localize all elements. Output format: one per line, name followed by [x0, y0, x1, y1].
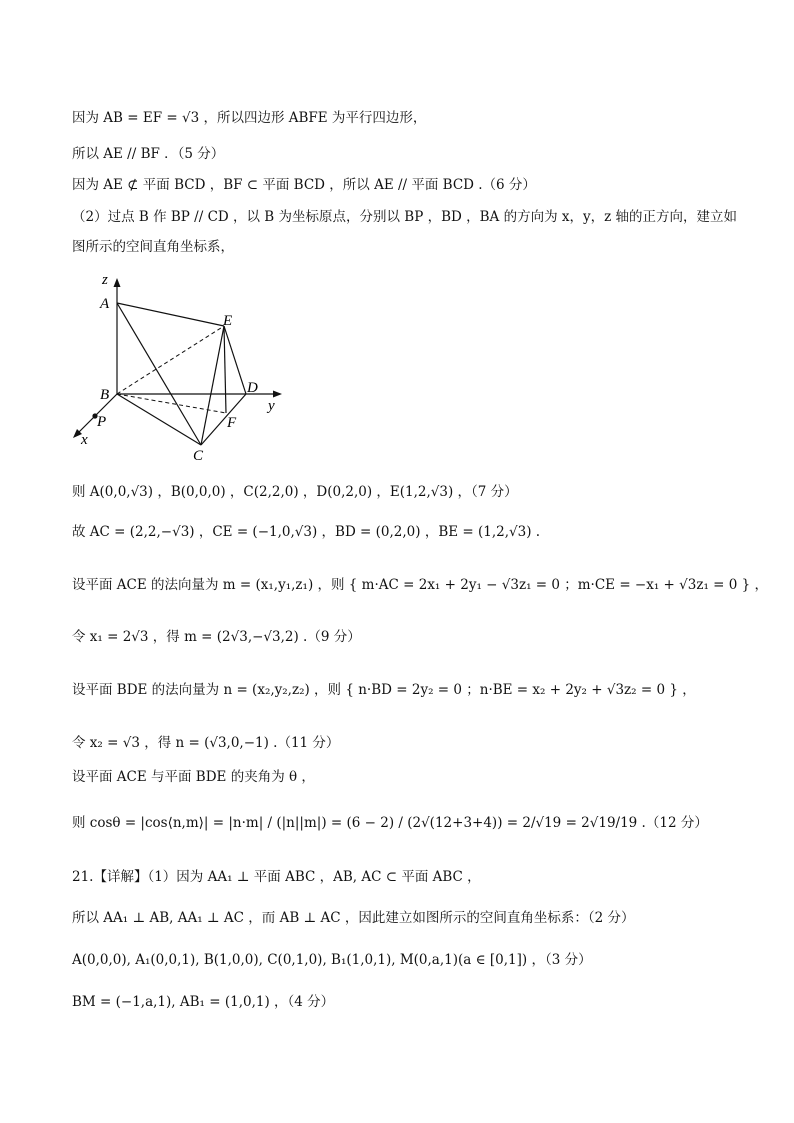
coordinate-figure — [64, 268, 294, 464]
text-line-10: 设平面 BDE 的法向量为 n = (x₂,y₂,z₂) ，则 { n·BD = 2y₂ = 0 ；n·BE = x₂ + 2y₂ + √3z₂ = 0 } ， — [72, 682, 696, 698]
text-line-2: 所以 AE // BF ．（5 分） — [72, 146, 225, 162]
text-line-4: （2）过点 B 作 BP // CD ，以 B 为坐标原点，分别以 BP ，BD ，BA 的方向为 x，y，z 轴的正方向，建立如 — [72, 209, 738, 225]
z-axis-arrow — [114, 278, 121, 287]
text-line-11: 令 x₂ = √3 ，得 n = (√3,0,−1) .（11 分） — [72, 735, 340, 751]
edge-be-dashed — [117, 326, 224, 394]
edge-ed — [224, 326, 246, 394]
label-f: F — [227, 415, 237, 431]
label-c: C — [193, 448, 204, 464]
text-line-7: 故 AC = (2,2,−√3) ，CE = (−1,0,√3) ，BD = (0,2,0) ，BE = (1,2,√3) . — [72, 524, 541, 540]
label-d: D — [247, 380, 258, 396]
text-line-13: 则 cosθ = |cos⟨n,m⟩| = |n·m| / (|n||m|) = (6 − 2) / (2√(12+3+4)) = 2/√19 = 2√19/19 .（12 分） — [72, 815, 708, 831]
y-axis-arrow — [273, 391, 282, 398]
label-b: B — [100, 387, 110, 403]
label-y: y — [268, 398, 275, 414]
text-line-16: A(0,0,0), A₁(0,0,1), B(1,0,0), C(0,1,0), B₁(1,0,1), M(0,a,1)(a ∈ [0,1]) ，（3 分） — [72, 952, 592, 968]
text-line-3: 因为 AE ⊄ 平面 BCD ，BF ⊂ 平面 BCD ，所以 AE // 平面 BCD .（6 分） — [72, 177, 536, 193]
edge-ec — [201, 326, 224, 445]
edge-ef — [224, 326, 226, 413]
label-z: z — [102, 272, 108, 288]
text-line-14: 21.【详解】（1）因为 AA₁ ⊥ 平面 ABC ，AB, AC ⊂ 平面 ABC ， — [72, 869, 481, 885]
edge-ae — [117, 303, 224, 326]
text-line-12: 设平面 ACE 与平面 BDE 的夹角为 θ ， — [72, 769, 315, 785]
text-line-17: BM = (−1,a,1), AB₁ = (1,0,1) ，（4 分） — [72, 994, 335, 1010]
figure-svg — [64, 268, 294, 464]
label-p: P — [97, 414, 107, 430]
label-a: A — [100, 296, 110, 312]
label-x: x — [81, 432, 88, 448]
text-line-9: 令 x₁ = 2√3 ，得 m = (2√3,−√3,2) .（9 分） — [72, 629, 361, 645]
text-line-6: 则 A(0,0,√3) ，B(0,0,0) ，C(2,2,0) ，D(0,2,0) ，E(1,2,√3) ，（7 分） — [72, 484, 518, 500]
edge-dc — [201, 394, 246, 445]
text-line-8: 设平面 ACE 的法向量为 m = (x₁,y₁,z₁) ，则 { m·AC = 2x₁ + 2y₁ − √3z₁ = 0 ；m·CE = −x₁ + √3z₁ = 0 } ， — [72, 577, 769, 593]
text-line-1: 因为 AB = EF = √3 ，所以四边形 ABFE 为平行四边形， — [72, 110, 427, 126]
label-e: E — [223, 313, 233, 329]
text-line-15: 所以 AA₁ ⊥ AB, AA₁ ⊥ AC ，而 AB ⊥ AC ，因此建立如图所示的空间直角坐标系：（2 分） — [72, 910, 635, 926]
edge-ac — [117, 303, 201, 445]
text-line-5: 图所示的空间直角坐标系， — [72, 239, 234, 255]
